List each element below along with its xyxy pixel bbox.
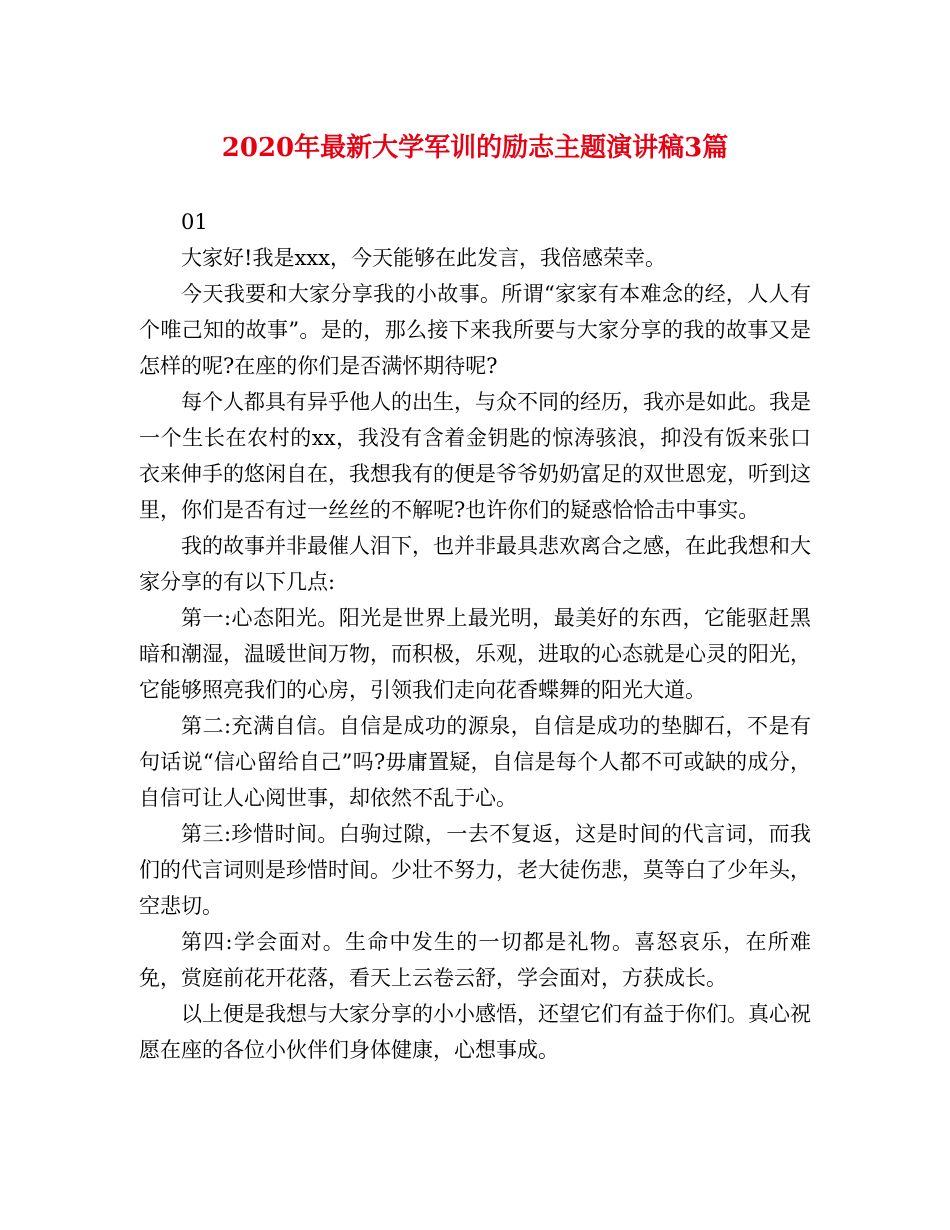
paragraph-background: 每个人都具有异乎他人的出生，与众不同的经历，我亦是如此。我是一个生长在农村的xx，我没有含着金钥匙的惊涛骇浪，抑没有饭来张口衣来伸手的悠闲自在，我想我有的便是爷爷奶奶富足的双世恩宠，听到这里，你们是否有过一丝丝的不解呢?也许你们的疑惑恰恰击中事实。 [139,390,811,522]
paragraph-point-four: 第四:学会面对。生命中发生的一切都是礼物。喜怒哀乐，在所难免，赏庭前花开花落，看天上云卷云舒，学会面对，方获成长。 [139,930,811,990]
paragraph-point-two: 第二:充满自信。自信是成功的源泉，自信是成功的垫脚石，不是有句话说“信心留给自己”吗?毋庸置疑，自信是每个人都不可或缺的成分，自信可让人心阅世事，却依然不乱于心。 [139,714,811,810]
document-body [139,204,811,1068]
paragraph-greeting: 大家好!我是xxx，今天能够在此发言，我倍感荣幸。 [181,246,666,270]
document-title: 2020年最新大学军训的励志主题演讲稿3篇 [221,133,729,163]
paragraph-point-one: 第一:心态阳光。阳光是世界上最光明，最美好的东西，它能驱赶黑暗和潮湿，温暖世间万物，而积极，乐观，进取的心态就是心灵的阳光，它能够照亮我们的心房，引领我们走向花香蝶舞的阳光大道。 [139,606,811,702]
paragraph-section-number: 01 [181,210,208,234]
paragraph-points-intro: 我的故事并非最催人泪下，也并非最具悲欢离合之感，在此我想和大家分享的有以下几点: [139,534,811,594]
paragraph-story-intro: 今天我要和大家分享我的小故事。所谓“家家有本难念的经，人人有个唯己知的故事”。是的，那么接下来我所要与大家分享的我的故事又是怎样的呢?在座的你们是否满怀期待呢? [139,282,811,378]
paragraph-closing: 以上便是我想与大家分享的小小感悟，还望它们有益于你们。真心祝愿在座的各位小伙伴们身体健康，心想事成。 [139,1002,811,1062]
paragraph-point-three: 第三:珍惜时间。白驹过隙，一去不复返，这是时间的代言词，而我们的代言词则是珍惜时间。少壮不努力，老大徒伤悲，莫等白了少年头，空悲切。 [139,822,811,918]
